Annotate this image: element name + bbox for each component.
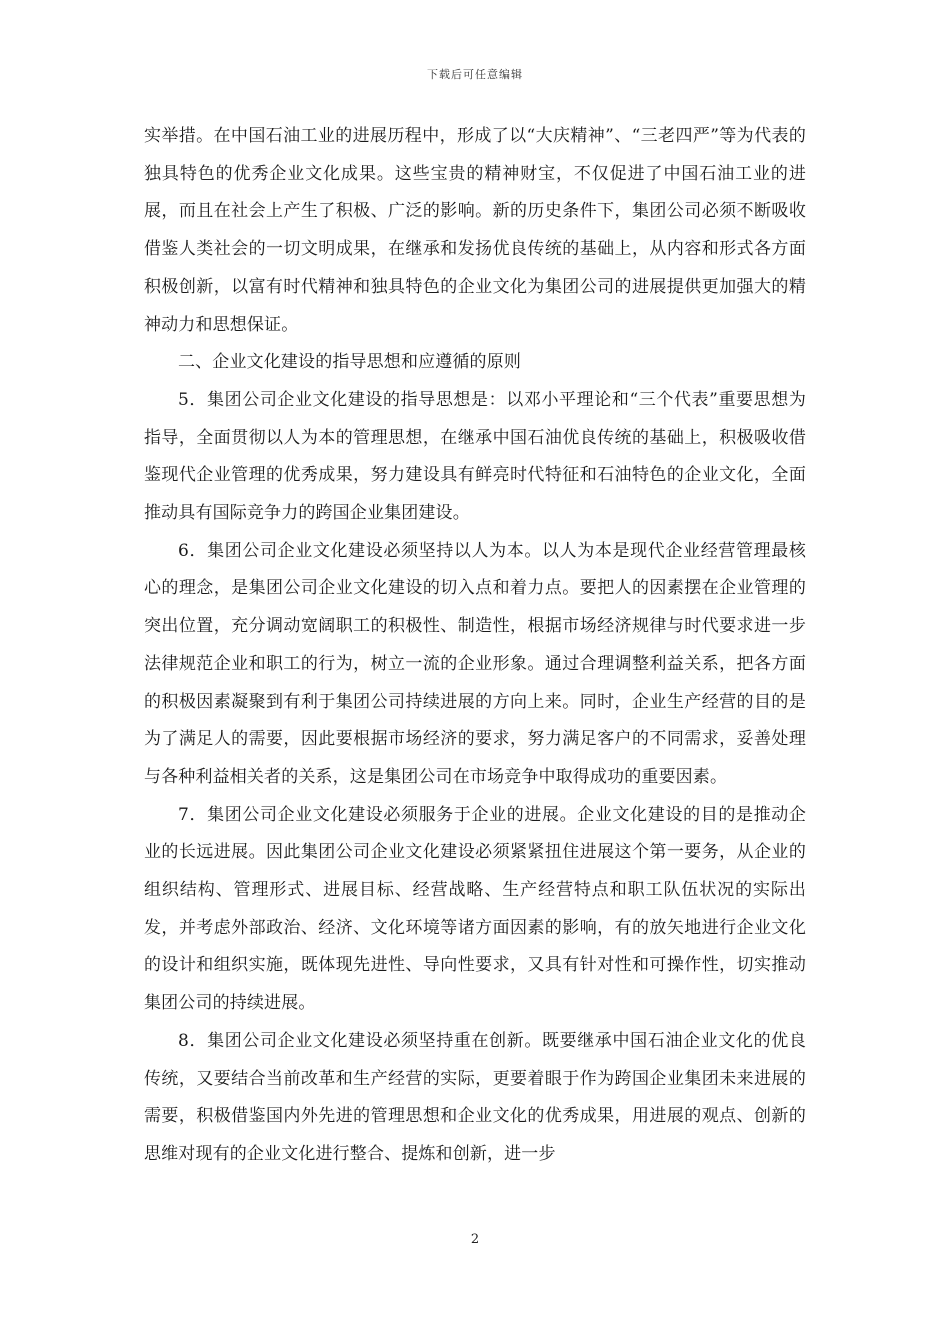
section-heading: 二、企业文化建设的指导思想和应遵循的原则 bbox=[178, 352, 521, 373]
document-body bbox=[144, 118, 806, 1174]
paragraph-continuation: 实举措。在中国石油工业的进展历程中，形成了以“大庆精神”、“三老四严”等为代表的独具特色的优秀企业文化成果。这些宝贵的精神财宝，不仅促进了中国石油工业的进展，而且在社会上产生了积极、广泛的影响。新的历史条件下，集团公司必须不断吸收借鉴人类社会的一切文明成果，在继承和发扬优良传统的基础上，从内容和形式各方面积极创新，以富有时代精神和独具特色的企业文化为集团公司的进展提供更加强大的精神动力和思想保证。 bbox=[144, 126, 806, 335]
paragraph-item-7: 7．集团公司企业文化建设必须服务于企业的进展。企业文化建设的目的是推动企业的长远进展。因此集团公司企业文化建设必须紧紧扭住进展这个第一要务，从企业的组织结构、管理形式、进展目标、经营战略、生产经营特点和职工队伍状况的实际出发，并考虑外部政治、经济、文化环境等诸方面因素的影响，有的放矢地进行企业文化的设计和组织实施，既体现先进性、导向性要求，又具有针对性和可操作性，切实推动集团公司的持续进展。 bbox=[144, 804, 806, 1014]
paragraph-item-6: 6．集团公司企业文化建设必须坚持以人为本。以人为本是现代企业经营管理最核心的理念，是集团公司企业文化建设的切入点和着力点。要把人的因素摆在企业管理的突出位置，充分调动宽阔职工的积极性、制造性，根据市场经济规律与时代要求进一步法律规范企业和职工的行为，树立一流的企业形象。通过合理调整利益关系，把各方面的积极因素凝聚到有利于集团公司持续进展的方向上来。同时，企业生产经营的目的是为了满足人的需要，因此要根据市场经济的要求，努力满足客户的不同需求，妥善处理与各种利益相关者的关系，这是集团公司在市场竞争中取得成功的重要因素。 bbox=[144, 540, 806, 787]
paragraph-item-8: 8．集团公司企业文化建设必须坚持重在创新。既要继承中国石油企业文化的优良传统，又要结合当前改革和生产经营的实际，更要着眼于作为跨国企业集团未来进展的需要，积极借鉴国内外先进的管理思想和企业文化的优秀成果，用进展的观点、创新的思维对现有的企业文化进行整合、提炼和创新，进一步 bbox=[144, 1030, 806, 1164]
paragraph-item-5: 5．集团公司企业文化建设的指导思想是：以邓小平理论和“三个代表”重要思想为指导，全面贯彻以人为本的管理思想，在继承中国石油优良传统的基础上，积极吸收借鉴现代企业管理的优秀成果，努力建设具有鲜亮时代特征和石油特色的企业文化，全面推动具有国际竞争力的跨国企业集团建设。 bbox=[144, 389, 806, 524]
page-number: 2 bbox=[470, 1232, 480, 1247]
page-header: 下载后可任意编辑 bbox=[427, 68, 523, 81]
